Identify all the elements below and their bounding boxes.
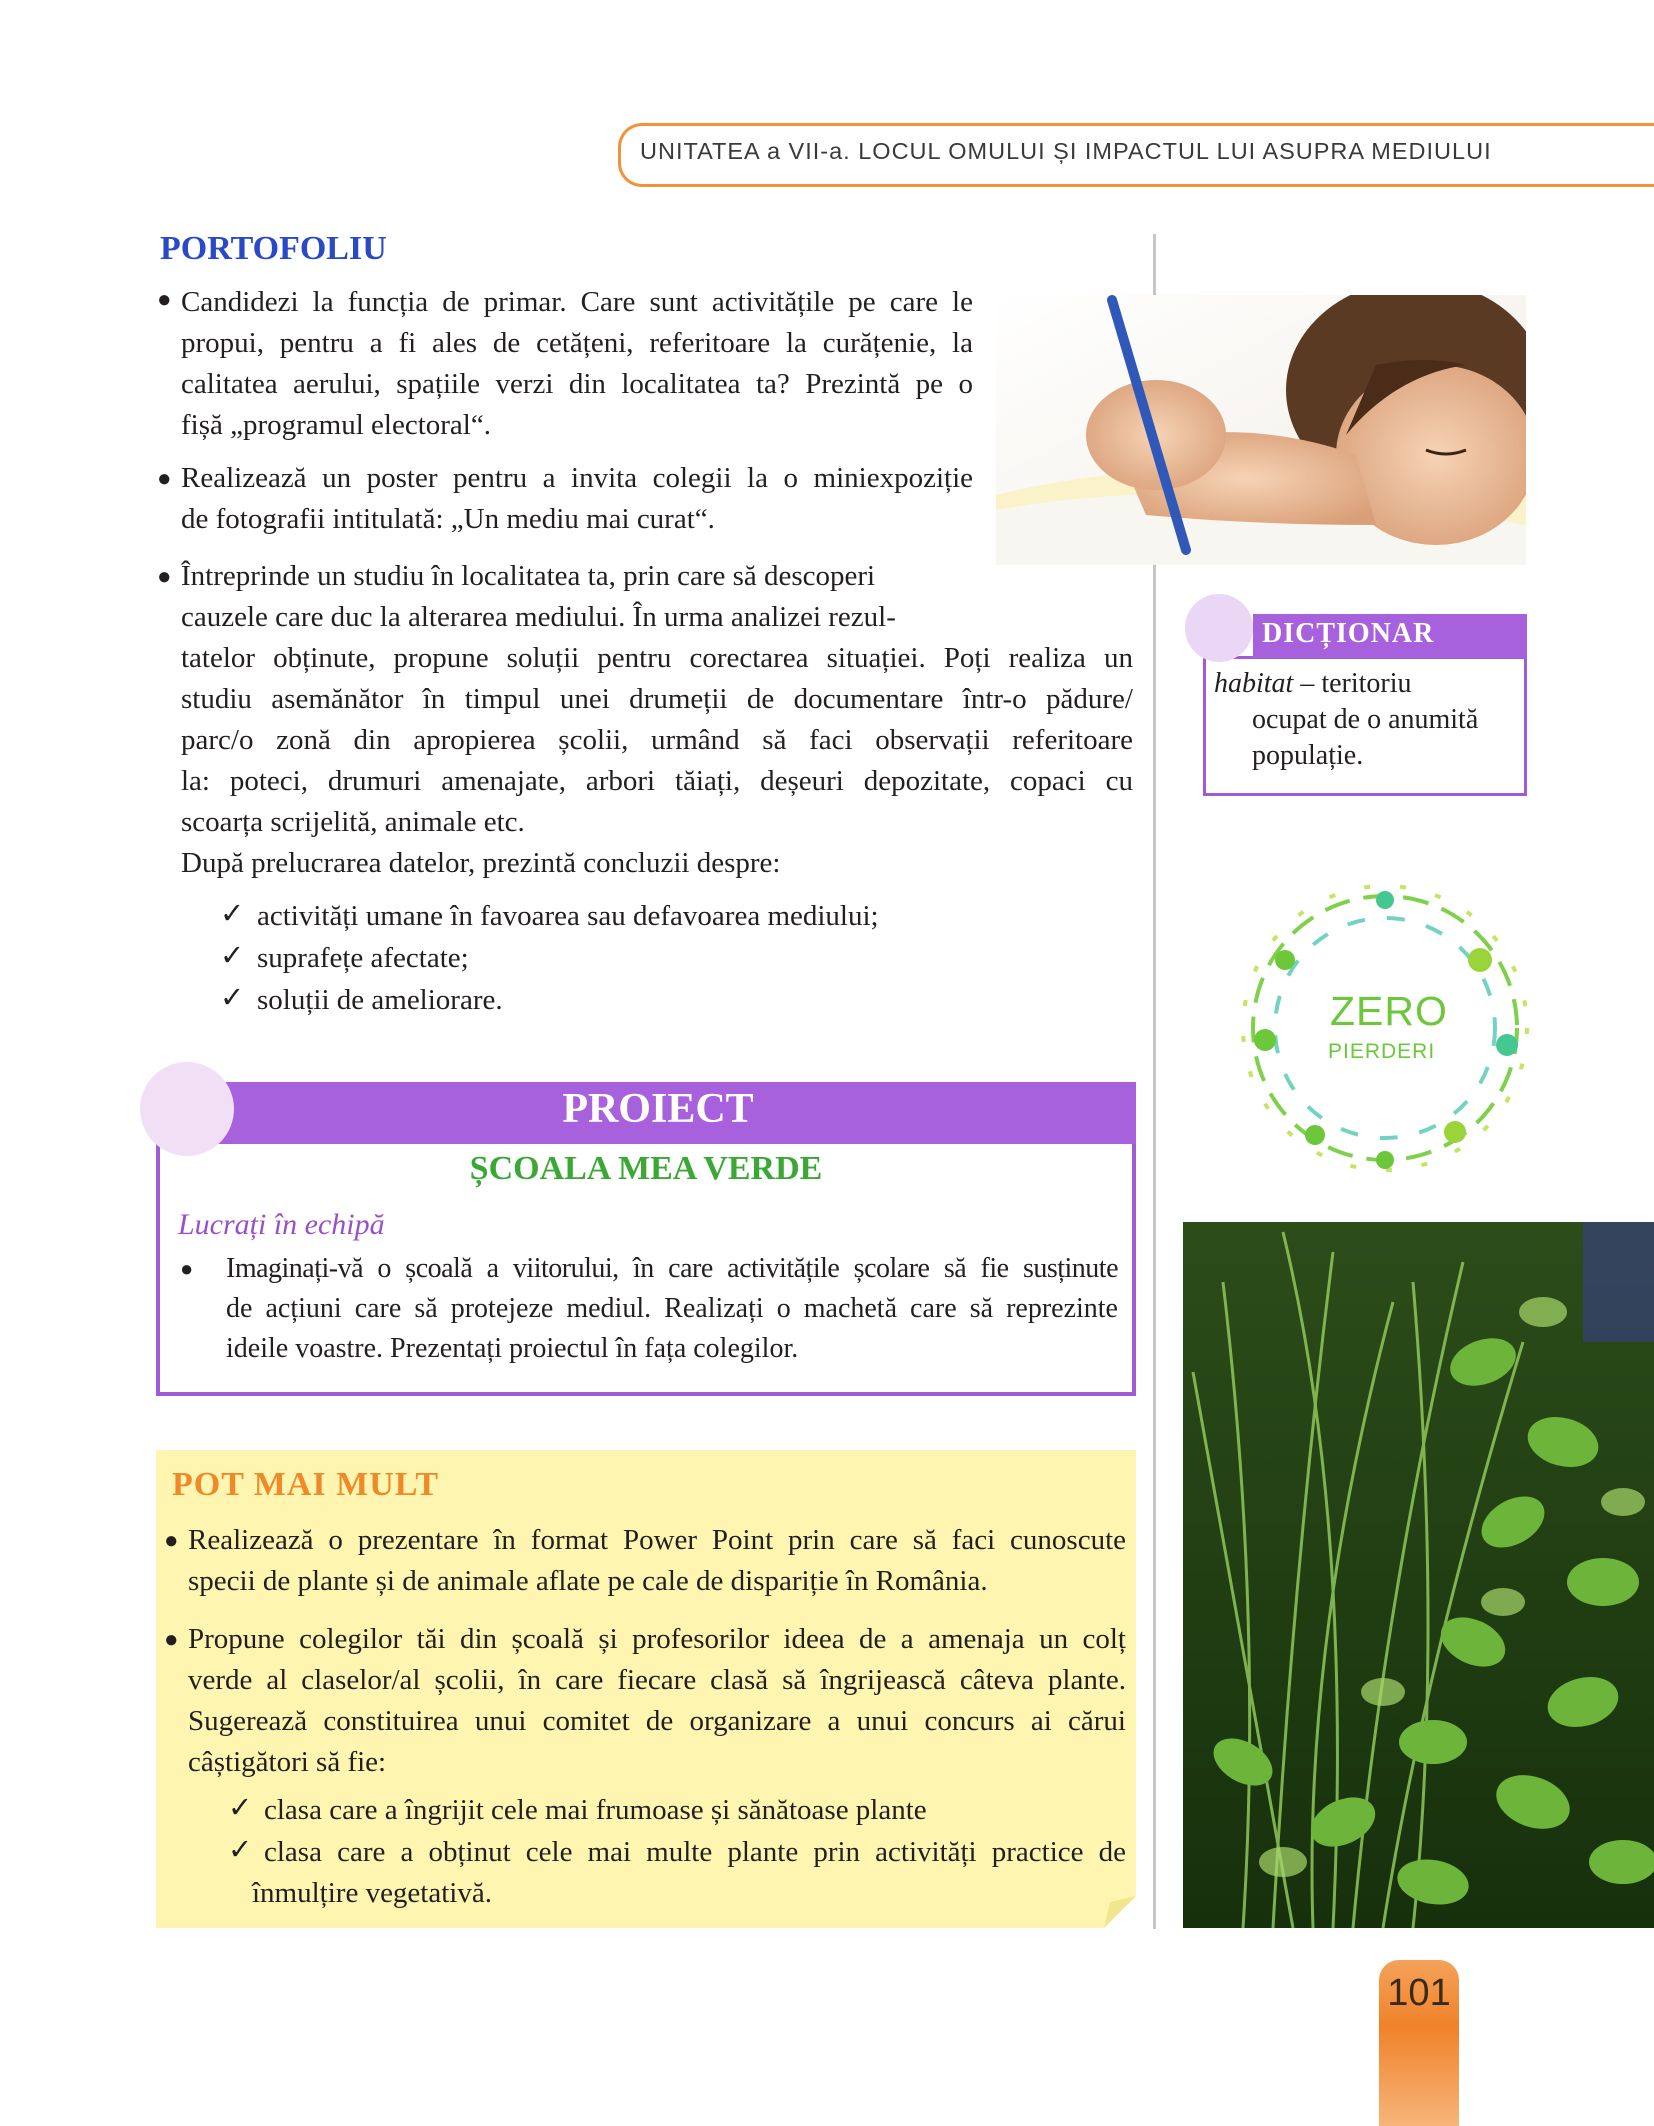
project-subtitle: ȘCOALA MEA VERDE <box>469 1150 823 1187</box>
page-number: 101 <box>1387 1972 1451 2014</box>
bullet: ● <box>157 466 172 492</box>
pot-tick-2-continued: înmulțire vegetativă. <box>252 1877 492 1909</box>
project-title: PROIECT <box>562 1086 754 1132</box>
green-plants-photo <box>1183 1222 1654 1928</box>
check-icon: ✓ <box>220 896 245 930</box>
check-icon: ✓ <box>220 938 245 972</box>
portofoliu-item-1: Candidezi la funcția de primar. Care sunt activitățile pe care le propui, pentru a fi ales de cetățeni, referitoare la curățenie, la calitatea aerului, spațiile verzi din localitatea ta? Prezintă pe o fișă „programul electoral“. <box>181 286 973 441</box>
portofoliu-tick-2: suprafețe afectate; <box>257 942 469 974</box>
zero-logo-subword: PIERDERI <box>1328 1040 1436 1063</box>
check-icon: ✓ <box>220 980 245 1014</box>
portofoliu-tick-3: soluții de ameliorare. <box>257 984 503 1016</box>
pot-item-1: Realizează o prezentare în format Power Point prin care să faci cunoscute specii de plante și de animale aflate pe cale de dispariție în România. <box>188 1524 1126 1597</box>
pot-tick-1: clasa care a îngrijit cele mai frumoase și sănătoase plante <box>264 1794 927 1826</box>
child-writing-photo <box>996 295 1526 565</box>
pot-tick-2: clasa care a obținut cele mai multe plante prin activități practice de <box>264 1836 1126 1868</box>
dictionary-circle-decoration <box>1185 594 1253 662</box>
portofoliu-title: PORTOFOLIU <box>160 230 387 267</box>
check-icon: ✓ <box>228 1790 253 1824</box>
bullet: ● <box>164 1627 179 1653</box>
portofoliu-item-3: Întreprinde un studiu în localitatea ta, prin care să descoperi cauzele care duc la alterarea mediului. În urma analizei rezul- tatelor obținute, propune soluții pentru corectarea situației. Poți realiza un studiu asemănător în timpul unei drumeții de documentare într-o pădure/ parc/o zonă din apropierea școlii, urmând să faci observații referitoare la: poteci, drumuri amenajate, arbori tăiați, deșeuri depozitate, copaci cu scoarța scrijelită, animale etc. După prelucrarea datelor, prezintă concluzii despre: <box>181 560 1133 879</box>
bullet: ● <box>164 1528 179 1554</box>
bullet: ● <box>157 287 172 313</box>
dictionary-entry: habitat – teritoriu ocupat de o anumită populație. <box>1214 668 1479 771</box>
zero-logo-word: ZERO <box>1330 988 1448 1034</box>
project-text: Imaginați-vă o școală a viitorului, în care activitățile școlare să fie susținute de acțiuni care să protejeze mediul. Realizați o machetă care să reprezinte ideile voastre. Prezentați proiectul în fața colegilor. <box>226 1253 1118 1364</box>
dictionary-title: DICȚIONAR <box>1262 618 1435 649</box>
project-mode: Lucrați în echipă <box>178 1208 385 1241</box>
pot-mai-mult-title: POT MAI MULT <box>172 1466 440 1503</box>
unit-header-title: UNITATEA a VII-a. LOCUL OMULUI ȘI IMPACTUL LUI ASUPRA MEDIULUI <box>640 138 1492 164</box>
dictionary-term: habitat <box>1214 668 1294 699</box>
bullet: ● <box>157 564 172 590</box>
bullet: ● <box>180 1256 194 1281</box>
pot-item-2: Propune colegilor tăi din școală și profesorilor ideea de a amenaja un colț verde al claselor/al școlii, în care fiecare clasă să îngrijească câteva plante. Sugerează constituirea unui comitet de organizare a unui concurs ai cărui câștigători să fie: <box>188 1623 1126 1778</box>
page-curl-corner <box>1104 1896 1136 1928</box>
portofoliu-item-2: Realizează un poster pentru a invita colegii la o miniexpoziție de fotografii intitulată: „Un mediu mai curat“. <box>181 462 973 535</box>
check-icon: ✓ <box>228 1832 253 1866</box>
portofoliu-tick-1: activități umane în favoarea sau defavoarea mediului; <box>257 900 879 932</box>
